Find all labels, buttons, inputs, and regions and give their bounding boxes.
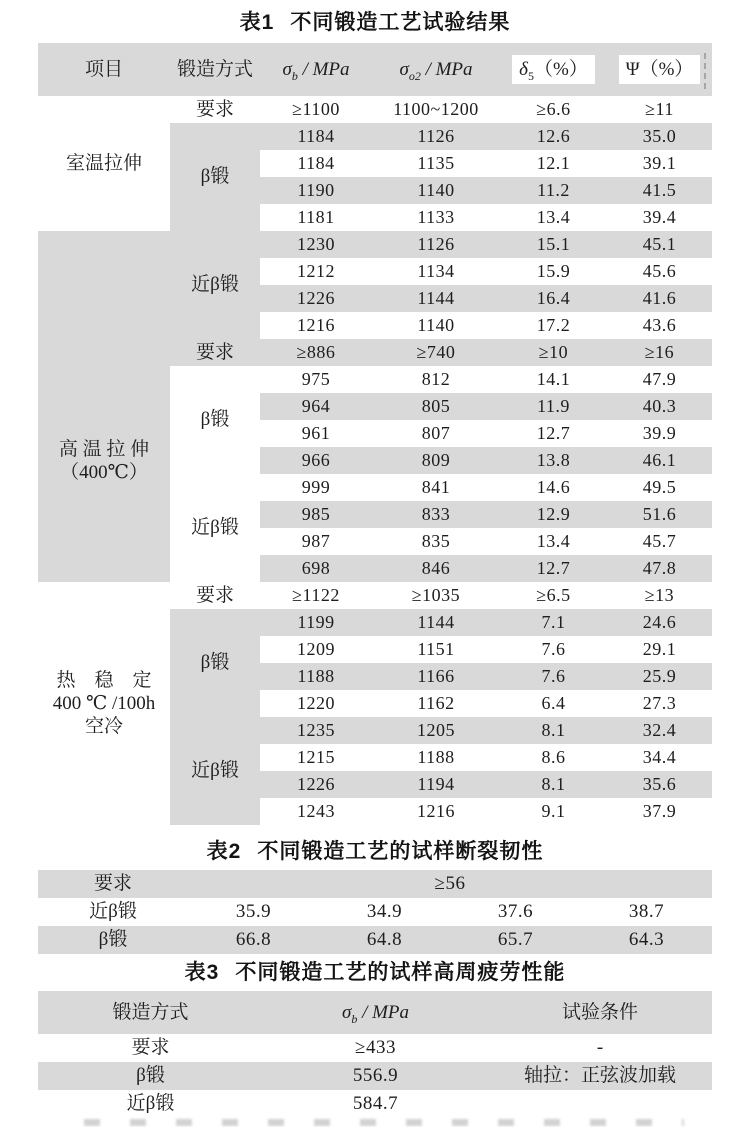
value-cell: 1166 bbox=[372, 663, 500, 690]
value-cell: ≥1100 bbox=[260, 96, 372, 123]
value-cell: 64.3 bbox=[581, 926, 712, 954]
value-cell: 14.1 bbox=[500, 366, 607, 393]
value-cell: 835 bbox=[372, 528, 500, 555]
value-cell: 41.6 bbox=[607, 285, 712, 312]
value-cell: 1144 bbox=[372, 609, 500, 636]
value-cell: 66.8 bbox=[188, 926, 319, 954]
table3 bbox=[38, 991, 712, 1118]
value-cell: 1140 bbox=[372, 177, 500, 204]
value-cell: 8.6 bbox=[500, 744, 607, 771]
header-cell-delta5 bbox=[500, 43, 607, 96]
value-cell: 698 bbox=[260, 555, 372, 582]
mode-cell-near-beta-forge: 近β锻 bbox=[170, 474, 260, 582]
value-cell: 975 bbox=[260, 366, 372, 393]
section-cell-high-temp-tensile: 高 温 拉 伸 （400℃） bbox=[38, 339, 170, 582]
value-cell: 40.3 bbox=[607, 393, 712, 420]
value-cell: 1140 bbox=[372, 312, 500, 339]
header-cell-sigma-o2: $\sigma_{o2}$ / MPa bbox=[372, 43, 500, 96]
value-cell: ≥1035 bbox=[372, 582, 500, 609]
table1-title-text: 不同锻造工艺试验结果 bbox=[290, 11, 511, 34]
value-cell: 809 bbox=[372, 447, 500, 474]
value-cell: 1216 bbox=[260, 312, 372, 339]
psi-highlight-box: Ψ（%） bbox=[619, 55, 701, 85]
value-cell: 1181 bbox=[260, 204, 372, 231]
condition-cell bbox=[488, 1090, 712, 1118]
value-cell: 29.1 bbox=[607, 636, 712, 663]
mode-cell-beta-forge: β锻 bbox=[38, 926, 188, 954]
section-filler-cell bbox=[38, 231, 170, 339]
value-cell: 13.8 bbox=[500, 447, 607, 474]
value-cell: 38.7 bbox=[581, 898, 712, 926]
value-cell: 9.1 bbox=[500, 798, 607, 825]
value-cell: 51.6 bbox=[607, 501, 712, 528]
value-cell: 11.9 bbox=[500, 393, 607, 420]
value-cell: 1144 bbox=[372, 285, 500, 312]
value-cell: 1162 bbox=[372, 690, 500, 717]
value-cell: 17.2 bbox=[500, 312, 607, 339]
value-cell: 1190 bbox=[260, 177, 372, 204]
value-cell: ≥6.6 bbox=[500, 96, 607, 123]
value-cell: 1188 bbox=[372, 744, 500, 771]
value-cell: 41.5 bbox=[607, 177, 712, 204]
value-cell: 64.8 bbox=[319, 926, 450, 954]
value-cell: 1126 bbox=[372, 123, 500, 150]
value-cell: 8.1 bbox=[500, 717, 607, 744]
value-cell: 34.4 bbox=[607, 744, 712, 771]
value-cell: 39.4 bbox=[607, 204, 712, 231]
value-cell: 556.9 bbox=[263, 1062, 488, 1090]
table2-title bbox=[38, 838, 712, 865]
mode-cell-near-beta-forge: 近β锻 bbox=[38, 898, 188, 926]
value-cell: 12.7 bbox=[500, 420, 607, 447]
value-cell: 47.8 bbox=[607, 555, 712, 582]
value-cell: 1184 bbox=[260, 150, 372, 177]
mode-cell-beta-forge: β锻 bbox=[170, 366, 260, 474]
table1-title bbox=[38, 0, 712, 36]
value-cell: 1135 bbox=[372, 150, 500, 177]
value-cell: 16.4 bbox=[500, 285, 607, 312]
mode-cell-beta-forge: β锻 bbox=[38, 1062, 263, 1090]
value-cell: 25.9 bbox=[607, 663, 712, 690]
value-cell: 1215 bbox=[260, 744, 372, 771]
table1-number: 表1 bbox=[239, 11, 275, 34]
value-cell: 1194 bbox=[372, 771, 500, 798]
value-cell: 812 bbox=[372, 366, 500, 393]
header-cell-test-condition: 试验条件 bbox=[488, 991, 712, 1034]
value-cell: 14.6 bbox=[500, 474, 607, 501]
value-cell: 13.4 bbox=[500, 528, 607, 555]
value-cell: 999 bbox=[260, 474, 372, 501]
value-cell: 584.7 bbox=[263, 1090, 488, 1118]
value-cell: 1230 bbox=[260, 231, 372, 258]
value-cell: 43.6 bbox=[607, 312, 712, 339]
value-cell: 1184 bbox=[260, 123, 372, 150]
value-cell: 12.9 bbox=[500, 501, 607, 528]
table2-number: 表2 bbox=[206, 840, 242, 863]
header-cell-forge-method: 锻造方式 bbox=[170, 43, 260, 96]
condition-cell: 轴拉：正弦波加载 bbox=[488, 1062, 712, 1090]
value-cell: 15.9 bbox=[500, 258, 607, 285]
table3-number: 表3 bbox=[184, 961, 220, 984]
value-cell: 46.1 bbox=[607, 447, 712, 474]
table2-title-text: 不同锻造工艺的试样断裂韧性 bbox=[257, 840, 544, 863]
delta5-highlight-box: $\delta_5(\%)$ bbox=[512, 55, 595, 85]
value-cell: 1151 bbox=[372, 636, 500, 663]
value-cell: 12.1 bbox=[500, 150, 607, 177]
value-cell: 35.0 bbox=[607, 123, 712, 150]
mode-cell-near-beta-forge: 近β锻 bbox=[38, 1090, 263, 1118]
value-cell: 987 bbox=[260, 528, 372, 555]
value-cell: 1133 bbox=[372, 204, 500, 231]
value-cell: ≥740 bbox=[372, 339, 500, 366]
value-cell: 7.1 bbox=[500, 609, 607, 636]
page-column bbox=[38, 0, 712, 1118]
header-cell-sigma-b: $\sigma_b$ / MPa bbox=[260, 43, 372, 96]
value-cell: 1226 bbox=[260, 285, 372, 312]
value-cell: 841 bbox=[372, 474, 500, 501]
req-label-cell: 要求 bbox=[170, 96, 260, 123]
value-cell: 8.1 bbox=[500, 771, 607, 798]
value-cell: 1243 bbox=[260, 798, 372, 825]
value-cell: 846 bbox=[372, 555, 500, 582]
value-cell: 966 bbox=[260, 447, 372, 474]
value-cell: 1212 bbox=[260, 258, 372, 285]
req-label-cell: 要求 bbox=[170, 582, 260, 609]
value-cell: 24.6 bbox=[607, 609, 712, 636]
value-cell: ≥11 bbox=[607, 96, 712, 123]
value-cell: 1216 bbox=[372, 798, 500, 825]
value-cell: ≥433 bbox=[263, 1034, 488, 1062]
header-cell-psi bbox=[607, 43, 712, 96]
table3-title-text: 不同锻造工艺的试样高周疲劳性能 bbox=[235, 961, 566, 984]
value-cell: 35.9 bbox=[188, 898, 319, 926]
header-cell-forge-method: 锻造方式 bbox=[38, 991, 263, 1034]
req-label-cell: 要求 bbox=[38, 1034, 263, 1062]
header-cell-item: 项目 bbox=[38, 43, 170, 96]
value-cell: ≥6.5 bbox=[500, 582, 607, 609]
value-cell: 7.6 bbox=[500, 663, 607, 690]
value-cell: 39.9 bbox=[607, 420, 712, 447]
value-cell: 15.1 bbox=[500, 231, 607, 258]
req-label-cell: 要求 bbox=[170, 339, 260, 366]
mode-cell-beta-forge: β锻 bbox=[170, 609, 260, 717]
value-cell: 1199 bbox=[260, 609, 372, 636]
value-cell: 1205 bbox=[372, 717, 500, 744]
value-cell: 1134 bbox=[372, 258, 500, 285]
req-value-cell: ≥56 bbox=[188, 870, 712, 898]
value-cell: 13.4 bbox=[500, 204, 607, 231]
value-cell: 45.1 bbox=[607, 231, 712, 258]
value-cell: 961 bbox=[260, 420, 372, 447]
value-cell: 35.6 bbox=[607, 771, 712, 798]
value-cell: 6.4 bbox=[500, 690, 607, 717]
value-cell: 47.9 bbox=[607, 366, 712, 393]
value-cell: 27.3 bbox=[607, 690, 712, 717]
mode-cell-near-beta-forge: 近β锻 bbox=[170, 717, 260, 825]
value-cell: 1188 bbox=[260, 663, 372, 690]
table3-title bbox=[38, 959, 712, 986]
condition-cell: - bbox=[488, 1034, 712, 1062]
value-cell: 1126 bbox=[372, 231, 500, 258]
header-cell-sigma-b: $\sigma_b$ / MPa bbox=[263, 991, 488, 1034]
value-cell: 1100~1200 bbox=[372, 96, 500, 123]
mode-cell-near-beta-forge: 近β锻 bbox=[170, 231, 260, 339]
section-cell-thermal-stability: 热 稳 定 400 ℃ /100h 空冷 bbox=[38, 582, 170, 825]
value-cell: 34.9 bbox=[319, 898, 450, 926]
value-cell: 1220 bbox=[260, 690, 372, 717]
table1 bbox=[38, 43, 712, 825]
value-cell: 833 bbox=[372, 501, 500, 528]
value-cell: 807 bbox=[372, 420, 500, 447]
mode-cell-beta-forge: β锻 bbox=[170, 123, 260, 231]
value-cell: 1209 bbox=[260, 636, 372, 663]
req-label-cell: 要求 bbox=[38, 870, 188, 898]
value-cell: 805 bbox=[372, 393, 500, 420]
value-cell: 12.6 bbox=[500, 123, 607, 150]
value-cell: 32.4 bbox=[607, 717, 712, 744]
value-cell: ≥10 bbox=[500, 339, 607, 366]
value-cell: 39.1 bbox=[607, 150, 712, 177]
value-cell: 964 bbox=[260, 393, 372, 420]
value-cell: 7.6 bbox=[500, 636, 607, 663]
section-cell-room-temp-tensile: 室温拉伸 bbox=[38, 96, 170, 231]
value-cell: 1226 bbox=[260, 771, 372, 798]
value-cell: ≥16 bbox=[607, 339, 712, 366]
value-cell: 37.6 bbox=[450, 898, 581, 926]
value-cell: ≥13 bbox=[607, 582, 712, 609]
value-cell: 49.5 bbox=[607, 474, 712, 501]
value-cell: 37.9 bbox=[607, 798, 712, 825]
value-cell: ≥1122 bbox=[260, 582, 372, 609]
value-cell: 1235 bbox=[260, 717, 372, 744]
value-cell: ≥886 bbox=[260, 339, 372, 366]
value-cell: 65.7 bbox=[450, 926, 581, 954]
value-cell: 985 bbox=[260, 501, 372, 528]
table2 bbox=[38, 870, 712, 954]
scan-dashed-line-artifact bbox=[704, 53, 706, 89]
value-cell: 11.2 bbox=[500, 177, 607, 204]
value-cell: 45.6 bbox=[607, 258, 712, 285]
value-cell: 12.7 bbox=[500, 555, 607, 582]
value-cell: 45.7 bbox=[607, 528, 712, 555]
cutoff-text-artifact bbox=[84, 1119, 684, 1126]
